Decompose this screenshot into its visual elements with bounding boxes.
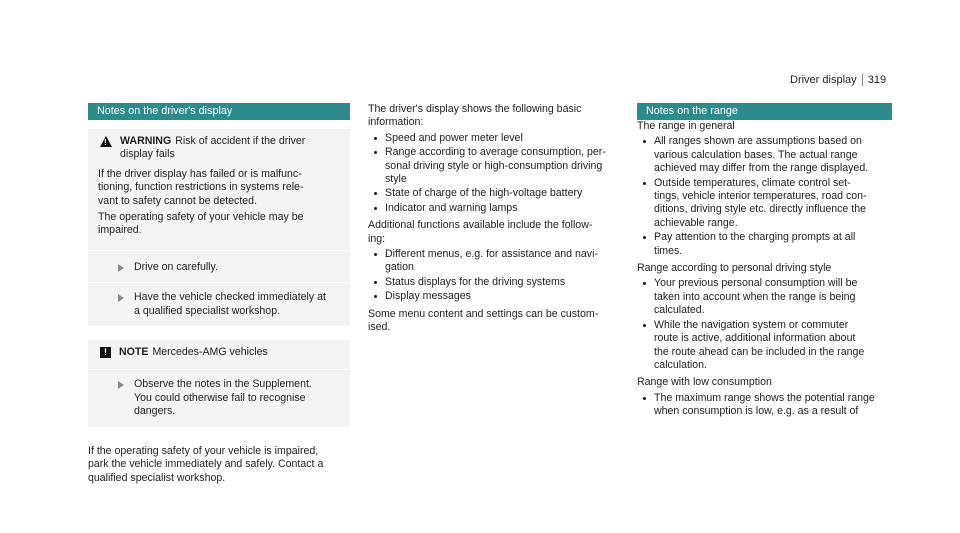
text-line: achievable range. <box>654 216 738 229</box>
low-consumption-list <box>637 392 892 419</box>
text-line: Status displays for the driving systems <box>385 275 566 288</box>
note-keyword: NOTE <box>119 346 149 359</box>
list-item <box>637 135 892 175</box>
text-line: style <box>385 173 407 186</box>
box-divider <box>88 250 350 251</box>
list-item <box>637 319 892 373</box>
text-line: If the operating safety of your vehicle is impaired, <box>88 444 319 457</box>
instruction-step <box>118 378 340 418</box>
text-line: a qualified specialist workshop. <box>134 304 281 317</box>
left-column <box>88 103 350 485</box>
text-line: While the navigation system or commuter <box>654 318 849 331</box>
text-line: calculated. <box>654 304 705 317</box>
list-item <box>637 177 892 231</box>
page-header <box>790 74 930 87</box>
list-item <box>368 132 623 145</box>
list-item <box>368 290 623 303</box>
text-line: times. <box>654 244 683 257</box>
text-line: impaired. <box>98 224 142 237</box>
text-line: ditions, driving style etc. directly influence the <box>654 203 866 216</box>
warning-title-line: Risk of accident if the driver <box>175 135 306 147</box>
instruction-step <box>118 261 340 274</box>
warning-text <box>98 168 340 208</box>
text-line: various calculation bases. The actual range <box>654 148 858 161</box>
text-line: park the vehicle immediately and safely. Contact a <box>88 458 324 471</box>
text-line: Speed and power meter level <box>385 131 523 144</box>
header-divider <box>862 74 863 86</box>
subheading-personal: Range according to personal driving style <box>637 262 832 275</box>
warning-keyword: WARNING <box>120 135 172 147</box>
step-arrow-icon <box>118 294 124 302</box>
customisation-paragraph <box>368 308 623 335</box>
text-line: taken into account when the range is being <box>654 290 856 303</box>
text-line: Some menu content and settings can be custom- <box>368 307 599 320</box>
page-number: 319 <box>867 74 887 86</box>
general-range-list <box>637 135 892 258</box>
text-line: achieved may differ from the range displayed. <box>654 162 869 175</box>
text-line: the route ahead can be included in the range <box>654 345 865 358</box>
right-column <box>637 103 892 423</box>
text-line: gation <box>385 261 414 274</box>
warning-triangle-icon <box>100 136 112 147</box>
section-title: Driver display <box>790 74 857 86</box>
text-line: Different menus, e.g. for assistance and navi- <box>385 248 598 261</box>
text-line: calculation. <box>654 358 707 371</box>
list-item <box>368 276 623 289</box>
note-heading <box>98 346 340 359</box>
intro-paragraph <box>368 103 623 130</box>
text-line: tings, vehicle interior temperatures, road con- <box>654 190 867 203</box>
list-item <box>368 187 623 200</box>
personal-range-list <box>637 277 892 372</box>
additional-functions-list <box>368 248 623 304</box>
list-item <box>368 202 623 215</box>
text-line: Range according to average consumption, per- <box>385 146 606 159</box>
display-notes-banner: Notes on the driver's display <box>88 103 350 120</box>
text-line: sonal driving style or high-consumption driving <box>385 159 603 172</box>
warning-text <box>98 211 340 238</box>
text-line: The operating safety of your vehicle may be <box>98 211 304 224</box>
text-line: ised. <box>368 321 391 334</box>
step-text: Drive on carefully. <box>134 260 218 273</box>
step-text <box>134 291 326 318</box>
warning-heading <box>98 135 340 162</box>
text-line: Observe the notes in the Supplement. <box>134 378 312 391</box>
text-line: vant to safety cannot be detected. <box>98 194 258 207</box>
text-line: route is active, additional information about <box>654 332 856 345</box>
list-item <box>637 392 892 419</box>
list-item <box>368 248 623 275</box>
box-divider <box>88 369 350 370</box>
subheading-general: The range in general <box>637 120 735 132</box>
warning-box <box>88 129 350 326</box>
text-line: Your previous personal consumption will be <box>654 277 858 290</box>
warning-title-line: display fails <box>120 148 175 161</box>
instruction-step <box>118 291 340 318</box>
range-notes-banner: Notes on the range <box>637 103 892 120</box>
text-line: Pay attention to the charging prompts at all <box>654 231 856 244</box>
text-line: All ranges shown are assumptions based on <box>654 135 862 148</box>
text-line: dangers. <box>134 405 176 418</box>
text-line: when consumption is low, e.g. as a result of <box>654 405 859 418</box>
text-line: The maximum range shows the potential range <box>654 391 875 404</box>
list-item <box>637 231 892 258</box>
text-line: State of charge of the high-voltage battery <box>385 187 583 200</box>
note-title: Mercedes-AMG vehicles <box>152 346 268 359</box>
text-line: If the driver display has failed or is malfunc- <box>98 167 302 180</box>
step-arrow-icon <box>118 381 124 389</box>
text-line: Outside temperatures, climate control set- <box>654 176 851 189</box>
text-line: ing: <box>368 232 386 245</box>
note-box <box>88 340 350 427</box>
text-line: information: <box>368 116 424 129</box>
exclamation-icon: ! <box>100 347 111 358</box>
additional-functions-paragraph <box>368 219 623 246</box>
list-item <box>368 146 623 186</box>
step-arrow-icon <box>118 264 124 272</box>
step-text <box>134 378 312 418</box>
middle-column <box>368 103 623 335</box>
text-line: qualified specialist workshop. <box>88 471 226 484</box>
text-line: Additional functions available include the follow- <box>368 219 593 232</box>
text-line: Have the vehicle checked immediately at <box>134 291 326 304</box>
text-line: tioning, function restrictions in systems rele- <box>98 181 304 194</box>
text-line: Indicator and warning lamps <box>385 201 518 214</box>
safety-paragraph <box>88 445 350 485</box>
box-divider <box>88 282 350 283</box>
list-item <box>637 277 892 317</box>
text-line: The driver's display shows the following basic <box>368 103 582 115</box>
basic-info-list <box>368 132 623 215</box>
subheading-low-consumption: Range with low consumption <box>637 376 772 389</box>
text-line: You could otherwise fail to recognise <box>134 391 306 404</box>
text-line: Display messages <box>385 290 471 303</box>
